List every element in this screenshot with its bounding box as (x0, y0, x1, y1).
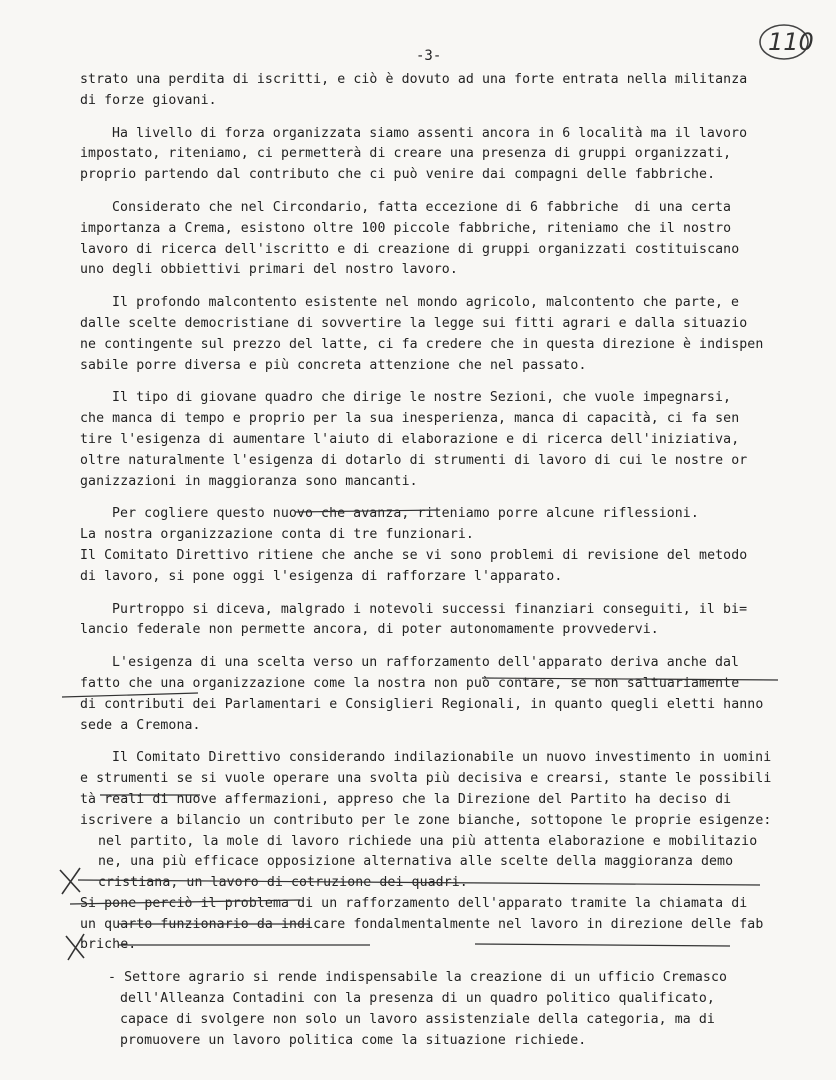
cross-mark-icon (60, 868, 80, 894)
body-text (80, 70, 790, 1063)
paragraph: - Settore agrario si rende indispensabile la creazione di un ufficio Cremasco dell'Alleanza Contadini con la presenza di un quadro politico qualificato, capace di svolgere non solo un lavoro assistenziale della categoria, ma di promuovere un lavoro politica come la situazione richiede. (108, 970, 728, 1048)
paragraph: Considerato che nel Circondario, fatta eccezione di 6 fabbriche di una certa importanza a Crema, esistono oltre 100 piccole fabbriche, riteniamo che il nostro lavoro di ricerca dell'iscritto e di creazione di gruppi organizzati costituiscano uno degli obbiettivi primari del nostro lavoro. (80, 199, 740, 278)
paragraph: strato una perdita di iscritti, e ciò è dovuto ad una forte entrata nella militanza di forze giovani. (80, 72, 748, 108)
folio-number (762, 26, 814, 62)
paragraph: Per cogliere questo nuovo che avanza, riteniamo porre alcune riflessioni. (112, 506, 699, 522)
paragraph: Ha livello di forza organizzata siamo assenti ancora in 6 località ma il lavoro impostato, riteniamo, ci permetterà di creare una presenza di gruppi organizzati, proprio partendo dal contributo che ci può venire dai compagni delle fabbriche. (80, 125, 748, 183)
page-number: -3- (416, 48, 442, 64)
paragraph: Il profondo malcontento esistente nel mondo agricolo, malcontento che parte, e dalle scelte democristiane di sovvertire la legge sui fitti agrari e dalla situazio ne contingente sul prezzo del latte, ci fa credere che in questa direzione è indispen sabile porre diversa e più concreta attenzione che nel passato. (80, 295, 764, 373)
paragraph: Si pone perciò il problema di un rafforzamento dell'apparato tramite la chiamata di un quarto funzionario da indicare fondalmentalmente nel lavoro in direzione delle fab briche. (80, 895, 764, 953)
paragraph: Il tipo di giovane quadro che dirige le nostre Sezioni, che vuole impegnarsi, che manca di tempo e proprio per la sua inesperienza, manca di capacità, ci fa sen tire l'esigenza di aumentare l'aiuto di elaborazione e di ricerca dell'iniziativa, oltre naturalmente l'esigenza di dotarlo di strumenti di lavoro di cui le nostre or ganizzazioni in maggioranza sono mancanti. (80, 390, 748, 489)
paragraph: Il Comitato Direttivo considerando indilazionabile un nuovo investimento in uomini e strumenti se si vuole operare una svolta più decisiva e crearsi, stante le possibili tà reali di nuove affermazioni, appreso che la Direzione del Partito ha deciso di iscrivere a bilancio un contributo per le zone bianche, sottopone le proprie esigenze: (80, 750, 772, 828)
paragraph: Purtroppo si diceva, malgrado i notevoli successi finanziari conseguiti, il bi= lancio federale non permette ancora, di poter autonomamente provvedervi. (80, 601, 748, 638)
paragraph: Il Comitato Direttivo ritiene che anche se vi sono problemi di revisione del metodo di lavoro, si pone oggi l'esigenza di rafforzare l'apparato. (80, 547, 748, 584)
paragraph: nel partito, la mole di lavoro richiede una più attenta elaborazione e mobilitazio ne, una più efficace opposizione alternativa alle scelte della maggioranza demo cristiana, un lavoro di cotruzione dei quadri. (98, 833, 758, 891)
paragraph: L'esigenza di una scelta verso un rafforzamento dell'apparato deriva anche dal fatto che una organizzazione come la nostra non può contare, se non saltuariamente di contributi dei Parlamentari e Consiglieri Regionali, in quanto quegli eletti hanno sede a Cremona. (80, 655, 764, 733)
paragraph: La nostra organizzazione conta di tre funzionari. (80, 527, 474, 543)
folio-text: 110 (768, 28, 814, 56)
